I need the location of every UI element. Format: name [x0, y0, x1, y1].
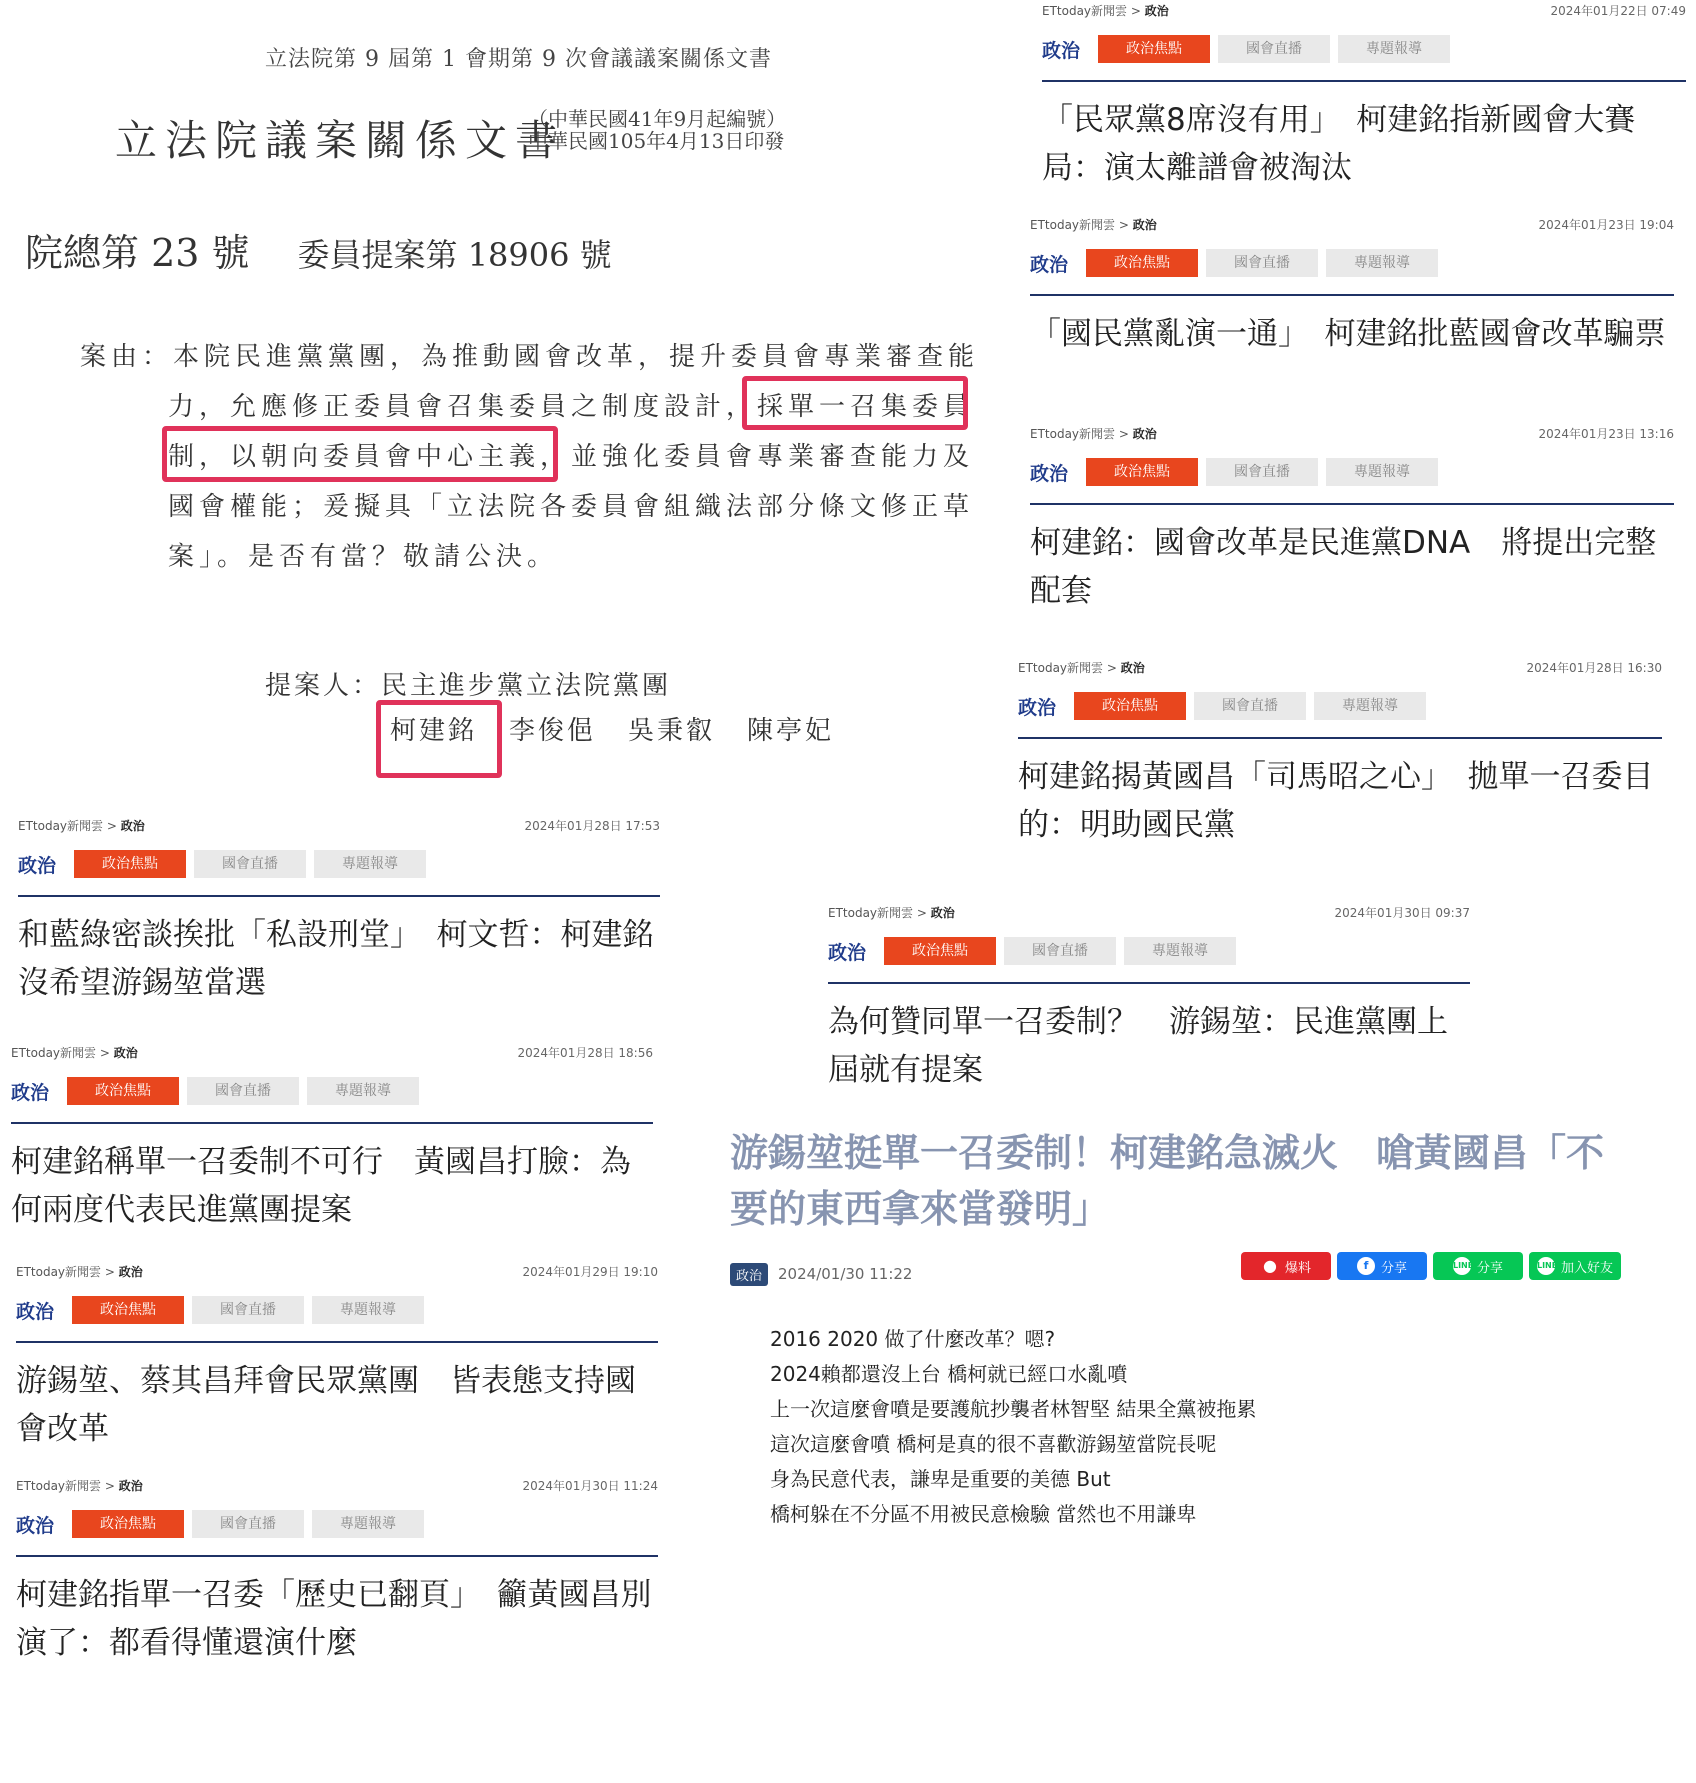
section-label[interactable]: 政治: [1030, 253, 1069, 276]
body-line: 國會權能；爰擬具「立法院各委員會組織法部分條文修正草: [168, 492, 975, 522]
section-tabs: [828, 936, 1470, 966]
document-big-title: 立法院議案關係文書: [115, 116, 566, 165]
tab-special-report[interactable]: 專題報導: [1326, 249, 1438, 277]
tab-politics-focus[interactable]: 政治焦點: [1086, 458, 1198, 486]
featured-section-badge[interactable]: 政治: [730, 1263, 768, 1286]
breadcrumb[interactable]: ETtoday新聞雲 > 政治: [18, 819, 145, 833]
line-icon: LINE: [1537, 1257, 1555, 1275]
card-meta: [16, 1475, 658, 1495]
card-date: 2024年01月23日 19:04: [1538, 218, 1674, 232]
section-label[interactable]: 政治: [1042, 39, 1081, 62]
news-card[interactable]: [1030, 423, 1674, 615]
news-card[interactable]: [16, 1475, 658, 1667]
document-subtitle-numbering: （中華民國41年9月起編號）: [528, 107, 787, 131]
breadcrumb[interactable]: ETtoday新聞雲 > 政治: [1030, 427, 1157, 441]
card-meta: [1018, 657, 1662, 677]
tab-parliament-live[interactable]: 國會直播: [1004, 937, 1116, 965]
highlight-box: [376, 700, 502, 778]
card-meta: [18, 815, 660, 835]
body-line: 力，允應修正委員會召集委員之制度設計，採單一召集委員: [168, 392, 975, 422]
tab-politics-focus[interactable]: 政治焦點: [67, 1077, 179, 1105]
news-card[interactable]: [828, 902, 1470, 1094]
tab-special-report[interactable]: 專題報導: [1124, 937, 1236, 965]
proposal-number: 委員提案第 18906 號: [297, 236, 612, 274]
section-label[interactable]: 政治: [1030, 462, 1069, 485]
section-tabs: [1018, 691, 1662, 721]
section-label[interactable]: 政治: [16, 1300, 55, 1323]
legislative-document: [0, 0, 980, 790]
headline[interactable]: 「國民黨亂演一通」 柯建銘批藍國會改革騙票: [1030, 316, 1666, 352]
body-line: 制，以朝向委員會中心主義，並強化委員會專業審查能力及: [168, 442, 975, 472]
featured-timestamp: 2024/01/30 11:22: [778, 1265, 913, 1283]
headline[interactable]: 柯建銘指單一召委「歷史已翻頁」 籲黃國昌別演了：都看得懂還演什麼: [16, 1577, 652, 1661]
tab-special-report[interactable]: 專題報導: [1314, 692, 1426, 720]
line-share-button[interactable]: LINE 分享: [1433, 1252, 1523, 1280]
card-meta: [1042, 0, 1686, 20]
tab-politics-focus[interactable]: 政治焦點: [1074, 692, 1186, 720]
divider: [11, 1122, 653, 1124]
card-date: 2024年01月28日 18:56: [517, 1046, 653, 1060]
tab-special-report[interactable]: 專題報導: [307, 1077, 419, 1105]
breadcrumb[interactable]: ETtoday新聞雲 > 政治: [828, 906, 955, 920]
section-label[interactable]: 政治: [828, 941, 867, 964]
tab-parliament-live[interactable]: 國會直播: [192, 1296, 304, 1324]
comment-line: 2024賴都還沒上台 橋柯就已經口水亂噴: [770, 1362, 1128, 1386]
headline[interactable]: 「民眾黨8席沒有用」 柯建銘指新國會大賽局：演太離譜會被淘汰: [1042, 102, 1636, 186]
divider: [16, 1555, 658, 1557]
card-date: 2024年01月22日 07:49: [1550, 4, 1686, 18]
card-date: 2024年01月29日 19:10: [522, 1265, 658, 1279]
divider: [1018, 737, 1662, 739]
breadcrumb[interactable]: ETtoday新聞雲 > 政治: [11, 1046, 138, 1060]
tab-politics-focus[interactable]: 政治焦點: [1098, 35, 1210, 63]
tab-parliament-live[interactable]: 國會直播: [187, 1077, 299, 1105]
comment-line: 上一次這麼會噴是要護航抄襲者林智堅 結果全黨被拖累: [770, 1397, 1257, 1421]
signer: 柯建銘: [390, 716, 478, 746]
section-tabs: [1030, 457, 1674, 487]
tab-parliament-live[interactable]: 國會直播: [1206, 458, 1318, 486]
tab-parliament-live[interactable]: 國會直播: [1194, 692, 1306, 720]
tab-parliament-live[interactable]: 國會直播: [1206, 249, 1318, 277]
document-header: 立法院第 9 屆第 1 會期第 9 次會議議案關係文書: [265, 47, 772, 72]
line-add-friend-button[interactable]: LINE 加入好友: [1529, 1252, 1621, 1280]
highlight-box: [162, 426, 558, 482]
breadcrumb[interactable]: ETtoday新聞雲 > 政治: [1042, 4, 1169, 18]
card-meta: [16, 1261, 658, 1281]
tab-parliament-live[interactable]: 國會直播: [1218, 35, 1330, 63]
featured-meta: [730, 1262, 912, 1286]
card-meta: [828, 902, 1470, 922]
section-tabs: [16, 1295, 658, 1325]
body-line: 案」。是否有當？敬請公決。: [168, 542, 559, 572]
body-line: 案由：本院民進黨黨團，為推動國會改革，提升委員會專業審查能: [80, 342, 980, 372]
tab-special-report[interactable]: 專題報導: [1326, 458, 1438, 486]
tab-parliament-live[interactable]: 國會直播: [194, 850, 306, 878]
news-card[interactable]: [1030, 214, 1674, 358]
signer: 陳亭妃: [747, 716, 835, 746]
headline[interactable]: 和藍綠密談挨批「私設刑堂」 柯文哲：柯建銘沒希望游錫堃當選: [18, 917, 654, 1001]
section-tabs: [18, 849, 660, 879]
breadcrumb[interactable]: ETtoday新聞雲 > 政治: [1030, 218, 1157, 232]
headline[interactable]: 為何贊同單一召委制？ 游錫堃：民進黨團上屆就有提案: [828, 1004, 1448, 1088]
tip-off-button[interactable]: ● 爆料: [1241, 1252, 1331, 1280]
headline[interactable]: 柯建銘稱單一召委制不可行 黃國昌打臉：為何兩度代表民進黨團提案: [11, 1144, 631, 1228]
divider: [1042, 80, 1686, 82]
news-card[interactable]: [18, 815, 660, 1007]
section-label[interactable]: 政治: [11, 1081, 50, 1104]
signer: 吳秉叡: [628, 716, 716, 746]
comment-line: 2016 2020 做了什麼改革？嗯?: [770, 1327, 1056, 1351]
comment-line: 這次這麼會噴 橋柯是真的很不喜歡游錫堃當院長呢: [770, 1432, 1217, 1456]
tab-special-report[interactable]: 專題報導: [312, 1296, 424, 1324]
headline[interactable]: 柯建銘揭黃國昌「司馬昭之心」 拋單一召委目的：明助國民黨: [1018, 759, 1654, 843]
news-card[interactable]: [16, 1261, 658, 1453]
case-number: 院總第 23 號: [25, 231, 250, 275]
proposer: 提案人：民主進步黨立法院黨團: [265, 671, 672, 701]
comment-line: 橋柯躲在不分區不用被民意檢驗 當然也不用謙卑: [770, 1502, 1197, 1526]
comment-line: 身為民意代表，謙卑是重要的美德 But: [770, 1467, 1111, 1491]
section-tabs: [1030, 248, 1674, 278]
divider: [828, 982, 1470, 984]
card-meta: [1030, 423, 1674, 443]
tab-politics-focus[interactable]: 政治焦點: [72, 1510, 184, 1538]
commentary: [770, 1322, 1256, 1532]
headline[interactable]: 游錫堃、蔡其昌拜會民眾黨團 皆表態支持國會改革: [16, 1363, 636, 1447]
news-card[interactable]: [11, 1042, 653, 1234]
card-meta: [11, 1042, 653, 1062]
breadcrumb[interactable]: ETtoday新聞雲 > 政治: [16, 1265, 143, 1279]
tab-special-report[interactable]: 專題報導: [1338, 35, 1450, 63]
section-tabs: [16, 1509, 658, 1539]
breadcrumb[interactable]: ETtoday新聞雲 > 政治: [16, 1479, 143, 1493]
fire-icon: ●: [1263, 1256, 1277, 1275]
section-label[interactable]: 政治: [1018, 696, 1057, 719]
section-label[interactable]: 政治: [18, 854, 57, 877]
tab-politics-focus[interactable]: 政治焦點: [72, 1296, 184, 1324]
divider: [16, 1341, 658, 1343]
breadcrumb[interactable]: ETtoday新聞雲 > 政治: [1018, 661, 1145, 675]
card-date: 2024年01月28日 16:30: [1526, 661, 1662, 675]
card-date: 2024年01月28日 17:53: [524, 819, 660, 833]
signer: 李俊俋: [509, 716, 597, 746]
tab-special-report[interactable]: 專題報導: [314, 850, 426, 878]
tab-politics-focus[interactable]: 政治焦點: [884, 937, 996, 965]
card-date: 2024年01月23日 13:16: [1538, 427, 1674, 441]
divider: [18, 895, 660, 897]
card-date: 2024年01月30日 11:24: [522, 1479, 658, 1493]
news-card[interactable]: [1042, 0, 1686, 192]
divider: [1030, 503, 1674, 505]
headline[interactable]: 柯建銘：國會改革是民進黨DNA 將提出完整配套: [1030, 525, 1657, 609]
tab-parliament-live[interactable]: 國會直播: [192, 1510, 304, 1538]
tab-special-report[interactable]: 專題報導: [312, 1510, 424, 1538]
card-meta: [1030, 214, 1674, 234]
tab-politics-focus[interactable]: 政治焦點: [1086, 249, 1198, 277]
document-subtitle-printdate: 中華民國105年4月13日印發: [528, 129, 785, 153]
highlight-box: [742, 376, 968, 430]
section-tabs: [11, 1076, 653, 1106]
section-tabs: [1042, 34, 1686, 64]
line-icon: LINE: [1453, 1257, 1471, 1275]
facebook-icon: f: [1357, 1257, 1375, 1275]
tab-politics-focus[interactable]: 政治焦點: [74, 850, 186, 878]
card-date: 2024年01月30日 09:37: [1334, 906, 1470, 920]
news-card[interactable]: [1018, 657, 1662, 849]
document-numbers: [25, 222, 612, 277]
section-label[interactable]: 政治: [16, 1514, 55, 1537]
featured-headline[interactable]: 游錫堃挺單一召委制！柯建銘急滅火 嗆黃國昌「不要的東西拿來當發明」: [730, 1131, 1605, 1231]
divider: [1030, 294, 1674, 296]
document-subtitle: [528, 108, 786, 152]
facebook-share-button[interactable]: f 分享: [1337, 1252, 1427, 1280]
